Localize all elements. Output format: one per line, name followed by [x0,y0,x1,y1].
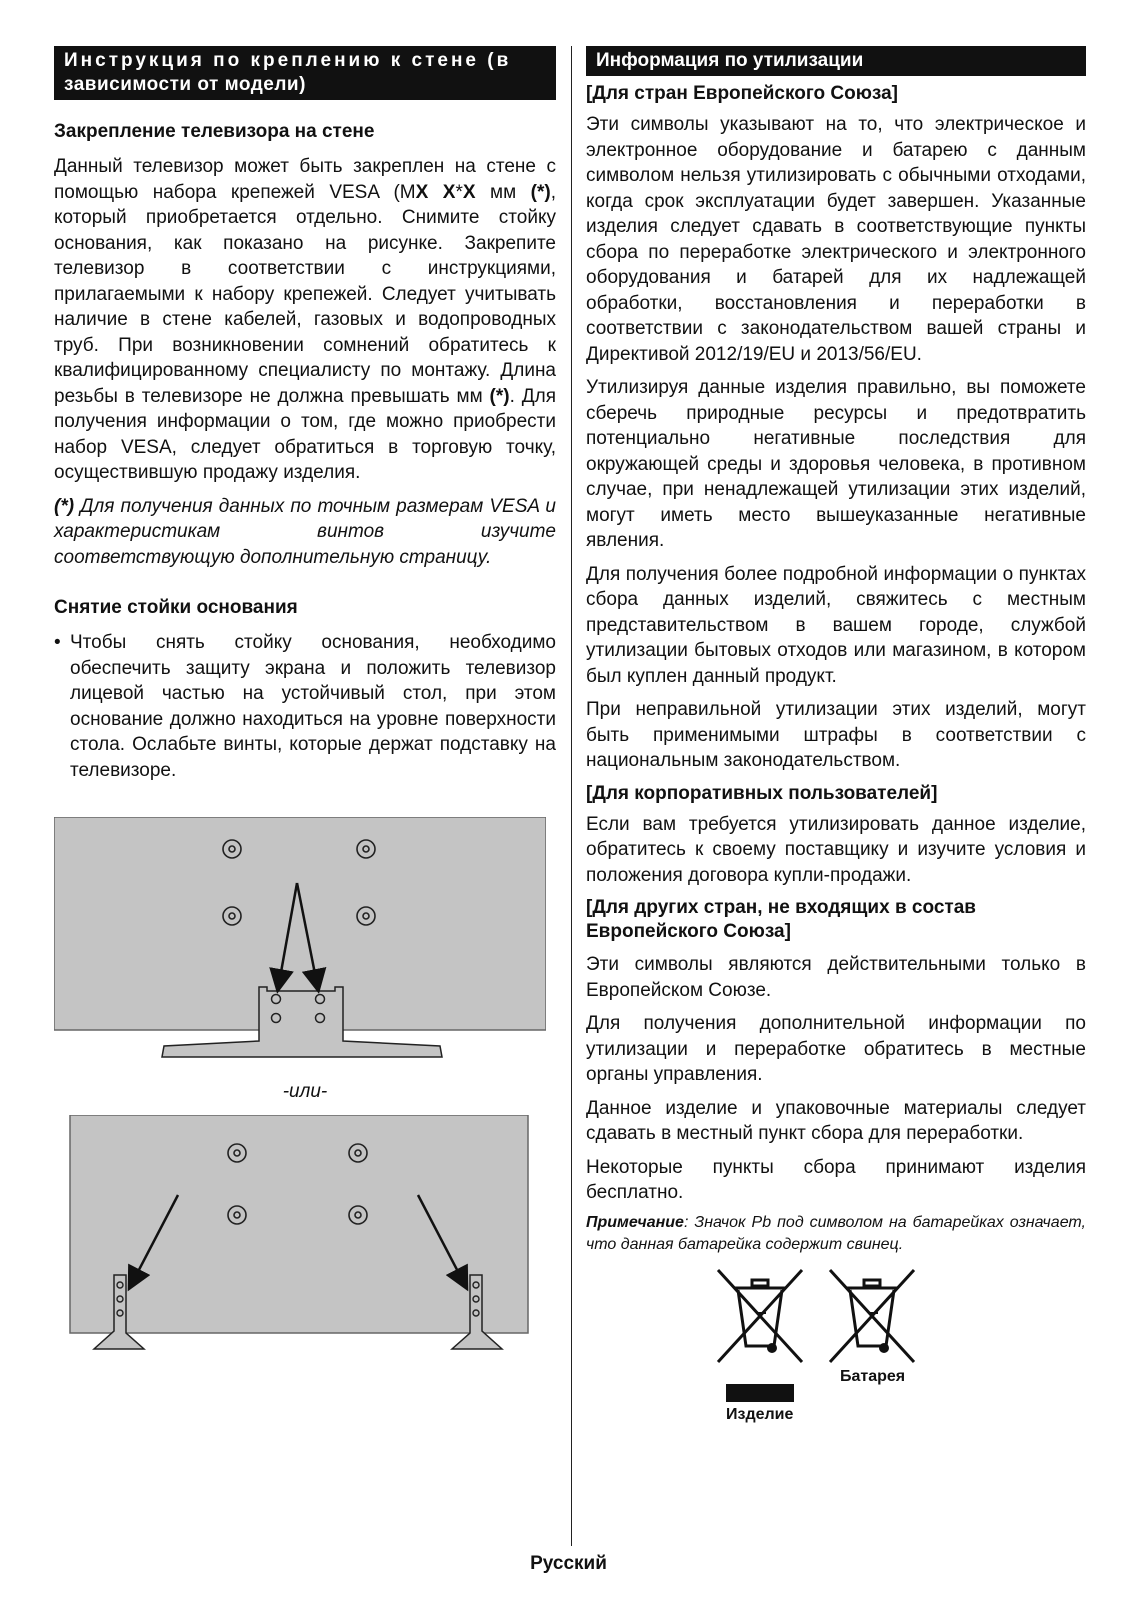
crossed-bin-product-icon [714,1268,806,1364]
or-label: -или- [282,1081,328,1102]
page-footer-language: Русский [530,1553,607,1574]
eu-title: [Для стран Европейского Союза] [586,83,899,104]
other-paragraph-2: Для получения дополнительной информации по утилизации и переработке обратитесь в местные органы управления. [586,1013,1086,1085]
wall-mount-header: Инструкция по креплению к стене (в зависимости от модели) [54,46,556,100]
corporate-title: [Для корпоративных пользователей] [586,782,938,804]
tv-feet-diagram [54,1115,546,1355]
eu-paragraph-3: Для получения более подробной информации о пунктах сбора данных изделий, свяжитесь с местным представительством в вашем городе, службой утилизации бытовых отходов или магазином, в котором был куплен данный продукт. [586,563,1086,687]
stand-list [54,630,556,783]
tv-pedestal-diagram [54,817,546,1069]
crossed-bin-battery-icon [826,1268,918,1364]
wall-title: Закрепление телевизора на стене [54,121,375,142]
battery-label: Батарея [840,1367,906,1385]
eu-paragraph-4: При неправильной утилизации этих изделий, могут быть применимыми штрафы в соответствии с национальным законодательством. [586,699,1086,771]
left-column [54,46,556,1355]
column-divider [571,46,572,1546]
other-paragraph-4: Некоторые пункты сбора принимают изделия бесплатно. [586,1156,1086,1203]
corporate-paragraph: Если вам требуется утилизировать данное изделие, обратитесь к своему поставщику и изучите условия и положения договора купли-продажи. [586,813,1086,886]
wall-paragraph: Данный телевизор может быть закреплен на стене с помощью набора крепежей VESA (МX X*X мм (*), который приобретается отдельно. Снимите стойку основания, как показано на рисунке. Закрепите телевизор в соответствии с инструкциями, прилагаемыми к набору крепежей. Следует учитывать наличие в стене кабелей, газовых и водопроводных труб. При возникновении сомнений обратитесь к квалифицированному специалисту по монтажу. Длина резьбы в телевизоре не должна превышать мм (*). Для получения информации о том, где можно приобрести набор VESA, следует обратиться в торговую точку, осуществившую продажу изделия. [54,156,556,483]
stand-title: Снятие стойки основания [54,597,298,618]
vesa-note: (*) Для получения данных по точным размерам VESA и характеристикам винтов изучите соответствующую дополнительную страницу. [54,495,556,568]
weee-symbols [586,1268,1086,1438]
stand-bullet: • Чтобы снять стойку основания, необходимо обеспечить защиту экрана и положить телевизор лицевой частью на устойчивый стол, при этом основание должно находиться на уровне поверхности стола. Ослабьте винты, которые держат подставку на телевизоре. [54,630,556,783]
eu-paragraph-2: Утилизируя данные изделия правильно, вы поможете сберечь природные ресурсы и предотвратить потенциально негативные последствия для окружающей среды и здоровья человека, в противном случае, при ненадлежащей утилизации этих изделий, могут иметь место вышеуказанные негативные явления. [586,377,1086,551]
eu-paragraph-1: Эти символы указывают на то, что электрическое и электронное оборудование и батарею с данным символом нельзя утилизировать с обычными отходами, когда срок эксплуатации будет завершен. Указанные изделия следует сдавать в соответствующие пункты сбора по переработке электрического и электронного оборудования и батарей для их надлежащей обработки, восстановления и переработки в соответствии с законодательством вашей страны и Директивой 2012/19/EU и 2013/56/EU. [586,114,1086,365]
right-column [586,46,1086,1438]
product-bar [726,1384,794,1402]
other-paragraph-1: Эти символы являются действительными только в Европейском Союзе. [586,954,1086,1001]
disposal-header: Информация по утилизации [586,46,1086,76]
product-label: Изделие [726,1405,794,1423]
pb-note: Примечание: Значок Pb под символом на батарейках означает, что данная батарейка содержит свинец. [586,1213,1086,1253]
other-countries-title: [Для других стран, не входящих в состав Европейского Союза] [586,897,976,942]
other-paragraph-3: Данное изделие и упаковочные материалы следует сдавать в местный пункт сбора для переработки. [586,1097,1086,1144]
